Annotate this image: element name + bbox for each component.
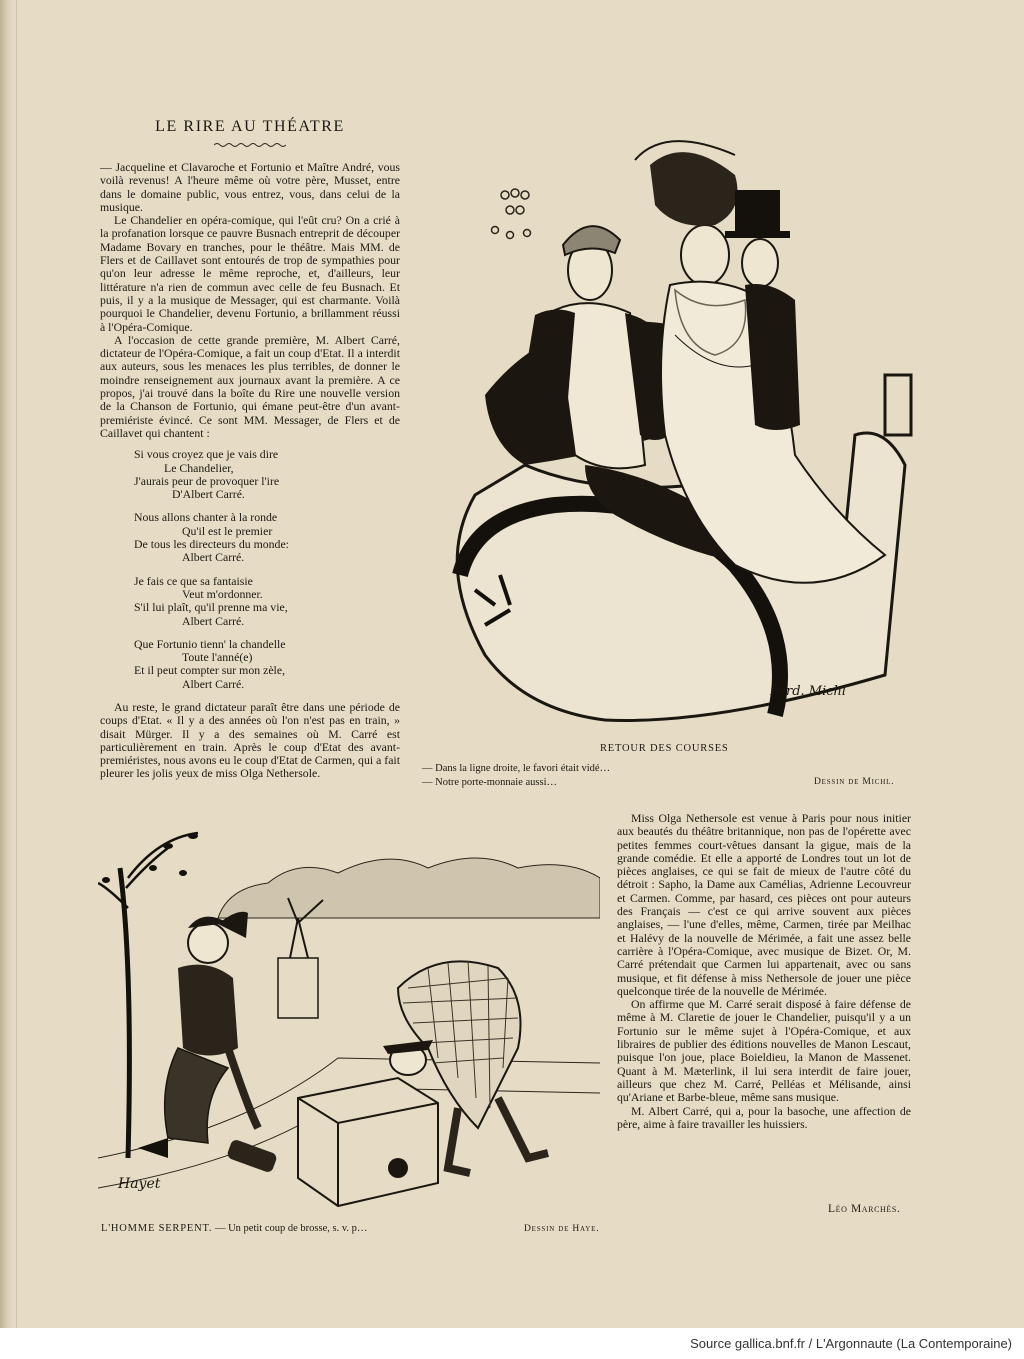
paragraph-6: On affirme que M. Carré serait disposé à faire défense de même à M. Claretie de jouer le Chandelier, puisqu'il y a un Fortunio sur le même sujet à l'Opéra-Comique, et aux libraires de publier des éditions nouvelles de Manon Lescaut, puisque l'on joue, place Boieldieu, la Manon de Massenet. Quant à M. Mæterlink, il lui sera interdit de faire jouer, ailleurs que chez M. Carré, Pelléas et Mélisande, ainsi qu'Ariane et Barbe-bleue, même sans musique. xyxy=(617,997,911,1105)
paragraph-2: Le Chandelier en opéra-comique, qui l'eût cru? On a crié à la profanation lorsque ce pauvre Busnach entreprit de découper Madame Bovary en tranches, pour le théâtre. Mais MM. de Flers et de Caillavet sont entourés de trop de sympathies pour qu'on leur adresse le même reproche, et, d'ailleurs, leur littérature n'a rien de commun avec celle de feu Busnach. Et puis, il y a la musique de Messager, qui est charmante. Voilà pourquoi le Chandelier, devenu Fortunio, a brillamment réussi à l'Opéra-Comique. xyxy=(100,213,400,334)
verse-line: D'Albert Carré. xyxy=(172,487,245,502)
bottom-cartoon-caption-text: — Un petit coup de brosse, s. v. p… xyxy=(214,1223,368,1234)
page-spine-shadow xyxy=(0,0,14,1328)
verse-line: Le Chandelier, xyxy=(164,460,234,475)
page-fold-line xyxy=(16,0,17,1328)
verse-line: Qu'il est le premier xyxy=(182,523,273,538)
verse-line: Et il peut compter sur mon zèle, xyxy=(134,663,286,678)
verse-line: Albert Carré. xyxy=(182,676,245,691)
article-title: LE RIRE AU THÉATRE xyxy=(155,118,345,135)
verse-stanza-4 xyxy=(100,638,400,691)
shoe-shine-cartoon-illustration xyxy=(98,828,600,1216)
top-cartoon-credit: Dessin de Michl. xyxy=(814,777,895,787)
author-signature: Léo Marchès. xyxy=(828,1203,901,1215)
article-left-column xyxy=(100,161,400,781)
song-verse xyxy=(100,448,400,691)
haye-signature: Hayet xyxy=(118,1176,161,1192)
carriage-cartoon-illustration xyxy=(415,135,915,735)
verse-line: Si vous croyez que je vais dire xyxy=(134,447,279,462)
verse-stanza-1 xyxy=(100,448,400,501)
verse-line: Veut m'ordonner. xyxy=(182,586,263,601)
paragraph-7: M. Albert Carré, qui a, pour la basoche, une affection de père, aime à faire travailler les huissiers. xyxy=(617,1103,911,1131)
article-right-column xyxy=(617,812,911,1131)
verse-line: Albert Carré. xyxy=(182,550,245,565)
verse-line: Toute l'anné(e) xyxy=(182,650,253,665)
verse-line: S'il lui plaît, qu'il prenne ma vie, xyxy=(134,600,288,615)
source-attribution: Source gallica.bnf.fr / L'Argonnaute (La Contemporaine) xyxy=(690,1336,1012,1351)
top-cartoon-line-2: — Notre porte-monnaie aussi… xyxy=(422,777,558,788)
paragraph-3: A l'occasion de cette grande première, M. Albert Carré, dictateur de l'Opéra-Comique, a fait un coup d'Etat. Il a interdit aux auteurs, sous les menaces les plus terribles, de donner le moindre renseignement aux journaux avant la première. A ce propos, j'ai trouvé dans la boîte du Rire une nouvelle version de la Chanson de Fortunio, qui émane peut-être d'un avant-premiériste évincé. Ce sont MM. Messager, de Flers et de Caillavet qui chantent : xyxy=(100,332,400,440)
verse-stanza-2 xyxy=(100,511,400,564)
title-ornament xyxy=(214,142,286,148)
verse-line: Nous allons chanter à la ronde xyxy=(134,510,278,525)
top-cartoon-title: RETOUR DES COURSES xyxy=(600,743,729,754)
verse-line: Je fais ce que sa fantaisie xyxy=(134,573,253,588)
verse-stanza-3 xyxy=(100,575,400,628)
michl-signature: Ferd. Michl xyxy=(770,684,847,699)
top-cartoon-line-1: — Dans la ligne droite, le favori était vidé… xyxy=(422,763,611,774)
paragraph-5: Miss Olga Nethersole est venue à Paris pour nous initier aux beautés du théâtre britannique, non pas de l'opérette avec petites femmes court-vêtues dansant la gigue, mais de la grande comédie. Et elle a apporté de Londres tout un lot de pièces anglaises, ce qui se fait de mieux de l'autre côté du détroit : Sapho, la Dame aux Camélias, Adrienne Lecouvreur et Carmen. Comme, par hasard, ces pièces ont pour auteurs des Français — c'est ce qui arrive souvent aux pièces anglaises, — l'une d'elles, même, Carmen, tirée par Meilhac et Halévy de la nouvelle de Mérimée, a fait une assez belle carrière à l'Opéra-Comique, avec musique de Bizet. Or, M. Carré prétendait que Carmen lui appartenait, avec ou sans musique, et fit défense à miss Nethersole de jouer une pièce quelconque tirée de la nouvelle de Mérimée. xyxy=(617,811,911,998)
paragraph-4: Au reste, le grand dictateur paraît être dans une période de coups d'Etat. « Il y a des années où l'on n'est pas en train, » disait Mürger. Il y a des semaines où M. Carré est particulièrement en train. Après le coup d'Etat des avant-premiéristes, nous avons eu le coup d'Etat de Carmen, qui a fait pleurer les jolis yeux de miss Olga Nethersole. xyxy=(100,699,400,781)
verse-line: Albert Carré. xyxy=(182,613,245,628)
bottom-cartoon-caption xyxy=(101,1223,367,1234)
verse-line: J'aurais peur de provoquer l'ire xyxy=(134,473,280,488)
verse-line: De tous les directeurs du monde: xyxy=(134,537,289,552)
bottom-cartoon-caption-title: L'HOMME SERPENT. xyxy=(101,1223,213,1234)
bottom-cartoon-credit: Dessin de Haye. xyxy=(524,1224,600,1234)
paragraph-1: — Jacqueline et Clavaroche et Fortunio et Maître André, vous voilà revenus! A l'heure même où votre père, Musset, entre dans le domaine public, vous entrez, vous, dans celui de la musique. xyxy=(100,160,400,214)
verse-line: Que Fortunio tienn' la chandelle xyxy=(134,636,286,651)
